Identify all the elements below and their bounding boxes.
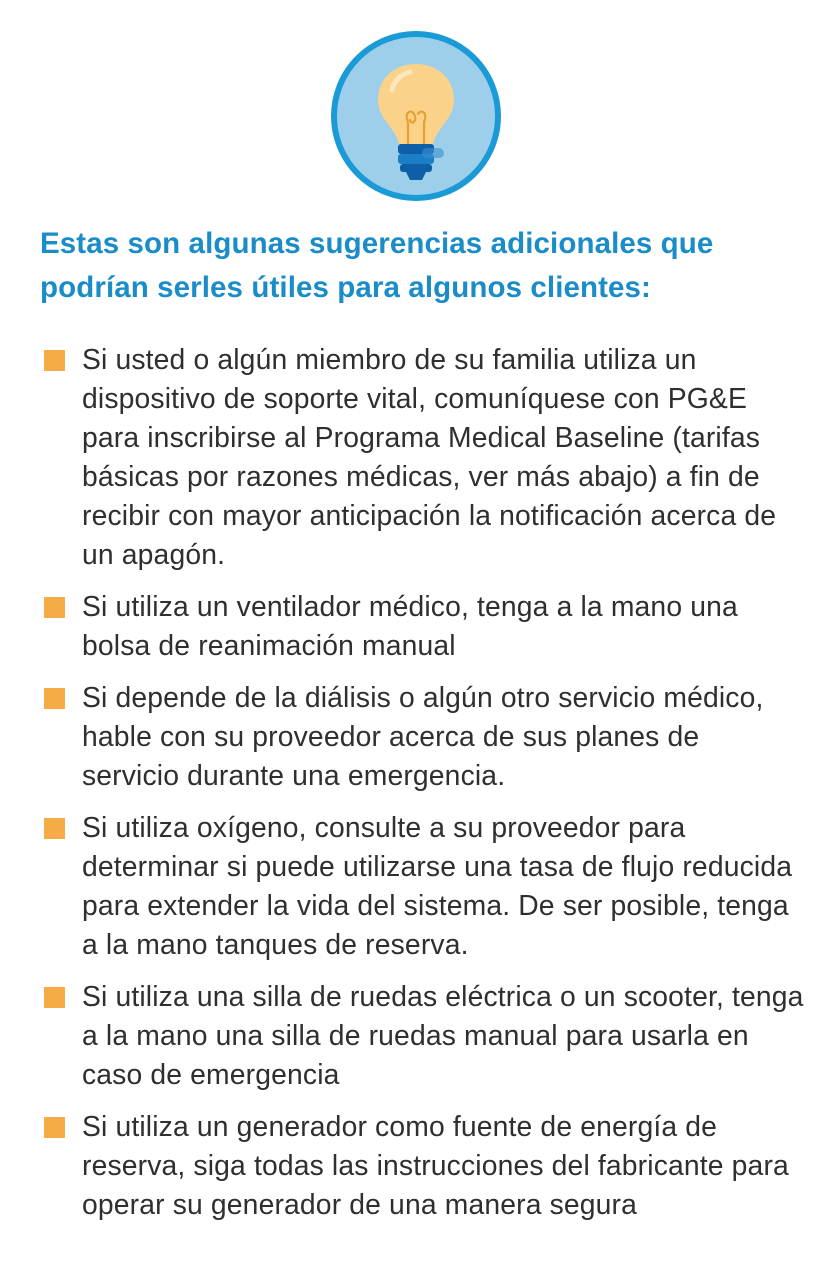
- list-item: [44, 808, 804, 964]
- square-bullet-icon: [44, 350, 65, 371]
- square-bullet-icon: [44, 987, 65, 1008]
- list-item: [44, 587, 804, 665]
- square-bullet-icon: [44, 597, 65, 618]
- list-item: [44, 977, 804, 1094]
- square-bullet-icon: [44, 818, 65, 839]
- list-item: [44, 1107, 804, 1224]
- tips-list: [44, 340, 804, 1237]
- page-title: Estas son algunas sugerencias adicionales que podrían serles útiles para algunos clientes:: [40, 227, 714, 304]
- tip-text: Si depende de la diálisis o algún otro servicio médico, hable con su proveedor acerca de sus planes de servicio durante una emergencia.: [82, 681, 764, 791]
- tip-text: Si usted o algún miembro de su familia utiliza un dispositivo de soporte vital, comuníquese con PG&E para inscribirse al Programa Medical Baseline (tarifas básicas por razones médicas, ver más abajo) a fin de recibir con mayor anticipación la notificación acerca de un apagón.: [82, 343, 777, 570]
- lightbulb-icon: [330, 30, 502, 202]
- tip-text: Si utiliza oxígeno, consulte a su proveedor para determinar si puede utilizarse una tasa de flujo reducida para extender la vida del sistema. De ser posible, tenga a la mano tanques de reserva.: [82, 811, 793, 960]
- tip-text: Si utiliza un generador como fuente de energía de reserva, siga todas las instrucciones del fabricante para operar su generador de una manera segura: [82, 1110, 789, 1220]
- square-bullet-icon: [44, 1117, 65, 1138]
- square-bullet-icon: [44, 688, 65, 709]
- list-item: [44, 678, 804, 795]
- list-item: [44, 340, 804, 574]
- tip-text: Si utiliza una silla de ruedas eléctrica o un scooter, tenga a la mano una silla de ruedas manual para usarla en caso de emergencia: [82, 980, 804, 1090]
- tip-text: Si utiliza un ventilador médico, tenga a la mano una bolsa de reanimación manual: [82, 590, 738, 661]
